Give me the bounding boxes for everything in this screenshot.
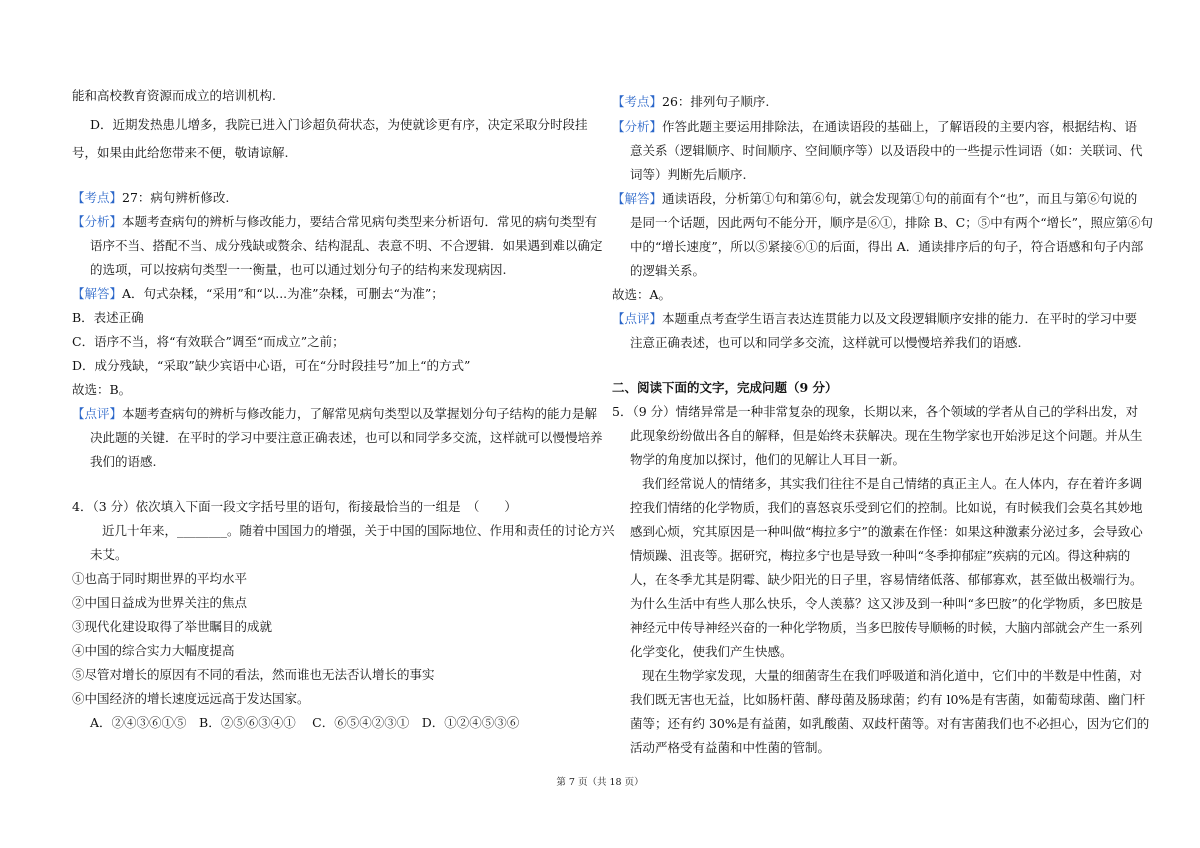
text-line: 物学的角度加以探讨，他们的见解让人耳目一新。 — [630, 452, 906, 467]
question-5: 5．（9 分）情绪异常是一种非常复杂的现象，长期以来，各个领域的学者从自己的学科出发，对 — [612, 404, 1139, 419]
text-line: 号，如果由此给您带来不便，敬请谅解. — [72, 145, 289, 160]
jieda-line: 【解答】A．句式杂糅，“采用”和“以...为准”杂糅，可删去“为准”； — [72, 286, 444, 301]
fenxi-tag: 【分析】 — [612, 119, 663, 134]
page-footer: 第 7 页（共 18 页） — [556, 777, 644, 788]
text-line: 近几十年来，________。随着中国国力的增强，关于中国的国际地位、作用和责任的讨论方兴 — [102, 523, 615, 538]
text-line: 我们的语感. — [90, 454, 157, 469]
text-line: 化学变化，使我们产生快感。 — [630, 644, 793, 659]
text-line: 活动严格受有益菌和中性菌的管制。 — [630, 740, 831, 755]
fenxi-tag: 【分析】 — [72, 214, 123, 229]
option-line: ⑥中国经济的增长速度远远高于发达国家。 — [72, 691, 310, 706]
text-line: 感到心烦，究其原因是一种叫做“梅拉多宁”的激素在作怪：如果这种激素分泌过多，会导致心 — [630, 524, 1143, 539]
text-line: 神经元中传导神经兴奋的一种化学物质，当多巴胺传导顺畅的时候，大脑内部就会产生一系列 — [630, 620, 1143, 635]
text-line: 的逻辑关系。 — [630, 263, 706, 278]
jieda-tag: 【解答】 — [612, 191, 663, 206]
text-line: 现在生物学家发现，大量的细菌寄生在我们呼吸道和消化道中，它们中的半数是中性菌，对 — [642, 668, 1143, 683]
question-4: 4．（3 分）依次填入下面一段文字括号里的语句，衔接最恰当的一组是 （ ） — [72, 499, 517, 514]
kaodian-tag: 【考点】 — [612, 94, 663, 109]
text-line: 控我们情绪的化学物质，我们的喜怒哀乐受到它们的控制。比如说，有时候我们会莫名其妙地 — [630, 500, 1143, 515]
text-line: C．语序不当，将“有效联合”调至“而成立”之前； — [72, 334, 345, 349]
dianping-tag: 【点评】 — [72, 406, 123, 421]
option-line: ③现代化建设取得了举世瞩目的成就 — [72, 619, 273, 634]
text-line: 意关系（逻辑顺序、时间顺序、空间顺序等）以及语段中的一些提示性词语（如：关联词、代 — [630, 143, 1143, 158]
text-line: 是同一个话题，因此两句不能分开，顺序是⑥①，排除 B、C；⑤中有两个“增长”，照应第⑥句 — [630, 215, 1154, 230]
kaodian-tag: 【考点】 — [72, 190, 123, 205]
option-line: ④中国的综合实力大幅度提高 — [72, 643, 235, 658]
jieda-line: 【解答】通读语段，分析第①句和第⑥句，就会发现第①句的前面有个“也”，而且与第⑥句说的 — [612, 191, 1138, 206]
text-line: 情烦躁、沮丧等。据研究，梅拉多宁也是导致一种叫“冬季抑郁症”疾病的元凶。得这种病的 — [630, 548, 1131, 563]
text-line: 未艾。 — [90, 547, 128, 562]
text-line: B．表述正确 — [72, 310, 144, 325]
section-heading: 二、阅读下面的文字，完成问题（9 分） — [612, 380, 838, 395]
option-line: ①也高于同时期世界的平均水平 — [72, 571, 248, 586]
choices-line: A．②④③⑥①⑤ B．②⑤⑥③④① C．⑥⑤④②③① D．①②④⑤③⑥ — [90, 715, 520, 730]
option-line: ②中国日益成为世界关注的焦点 — [72, 595, 248, 610]
text-line: D．近期发热患儿增多，我院已进入门诊超负荷状态，为使就诊更有序，决定采取分时段挂 — [90, 117, 588, 132]
option-line: ⑤尽管对增长的原因有不同的看法，然而谁也无法否认增长的事实 — [72, 667, 435, 682]
fenxi-line: 【分析】作答此题主要运用排除法，在通读语段的基础上，了解语段的主要内容，根据结构、语 — [612, 119, 1138, 134]
text-line: 人，在冬季尤其是阴霉、缺少阳光的日子里，容易情绪低落、郁郁寡欢，甚至做出极端行为。 — [630, 572, 1143, 587]
dianping-line: 【点评】本题重点考查学生语言表达连贯能力以及文段逻辑顺序安排的能力．在平时的学习中要 — [612, 311, 1138, 326]
fenxi-line: 【分析】本题考查病句的辨析与修改能力，要结合常见病句类型来分析语句．常见的病句类型有 — [72, 214, 598, 229]
text-line: 能和高校教育资源而成立的培训机构. — [72, 88, 276, 103]
text-line: 为什么生活中有些人那么快乐，令人羡慕？这又涉及到一种叫“多巴胺”的化学物质，多巴胺是 — [630, 596, 1143, 611]
text-line: 的选项，可以按病句类型一一衡量，也可以通过划分句子的结构来发现病因. — [90, 262, 507, 277]
jieda-tag: 【解答】 — [72, 286, 123, 301]
text-line: 此现象纷纷做出各自的解释，但是始终未获解决。现在生物学家也开始涉足这个问题。并从生 — [630, 428, 1143, 443]
answer-line: 故选：A。 — [612, 287, 672, 302]
text-line: 中的“增长速度”，所以⑤紧接⑥①的后面，得出 A．通读排序后的句子，符合语感和句子内部 — [630, 239, 1144, 254]
kaodian-line: 【考点】27：病句辨析修改. — [72, 190, 230, 205]
text-line: 词等）判断先后顺序. — [630, 167, 747, 182]
answer-line: 故选：B。 — [72, 382, 132, 397]
dianping-line: 【点评】本题考查病句的辨析与修改能力，了解常见病句类型以及掌握划分句子结构的能力是解 — [72, 406, 598, 421]
text-line: 语序不当、搭配不当、成分残缺或赘余、结构混乱、表意不明、不合逻辑．如果遇到难以确定 — [90, 238, 603, 253]
text-line: 决此题的关键．在平时的学习中要注意正确表述，也可以和同学多交流，这样就可以慢慢培养 — [90, 430, 603, 445]
text-line: 菌等；还有约 30%是有益菌，如乳酸菌、双歧杆菌等。对有害菌我们也不必担心，因为它们的 — [630, 716, 1150, 731]
text-line: 我们经常说人的情绪多，其实我们往往不是自己情绪的真正主人。在人体内，存在着许多调 — [642, 476, 1143, 491]
text-line: 注意正确表述，也可以和同学多交流，这样就可以慢慢培养我们的语感. — [630, 335, 1022, 350]
dianping-tag: 【点评】 — [612, 311, 663, 326]
text-line: 我们既无害也无益，比如肠杆菌、酵母菌及肠球菌；约有 l0%是有害菌，如葡萄球菌、幽门杆 — [630, 692, 1146, 707]
text-line: D．成分残缺，“采取”缺少宾语中心语，可在“分时段挂号”加上“的方式” — [72, 358, 471, 373]
kaodian-line: 【考点】26：排列句子顺序. — [612, 94, 770, 109]
